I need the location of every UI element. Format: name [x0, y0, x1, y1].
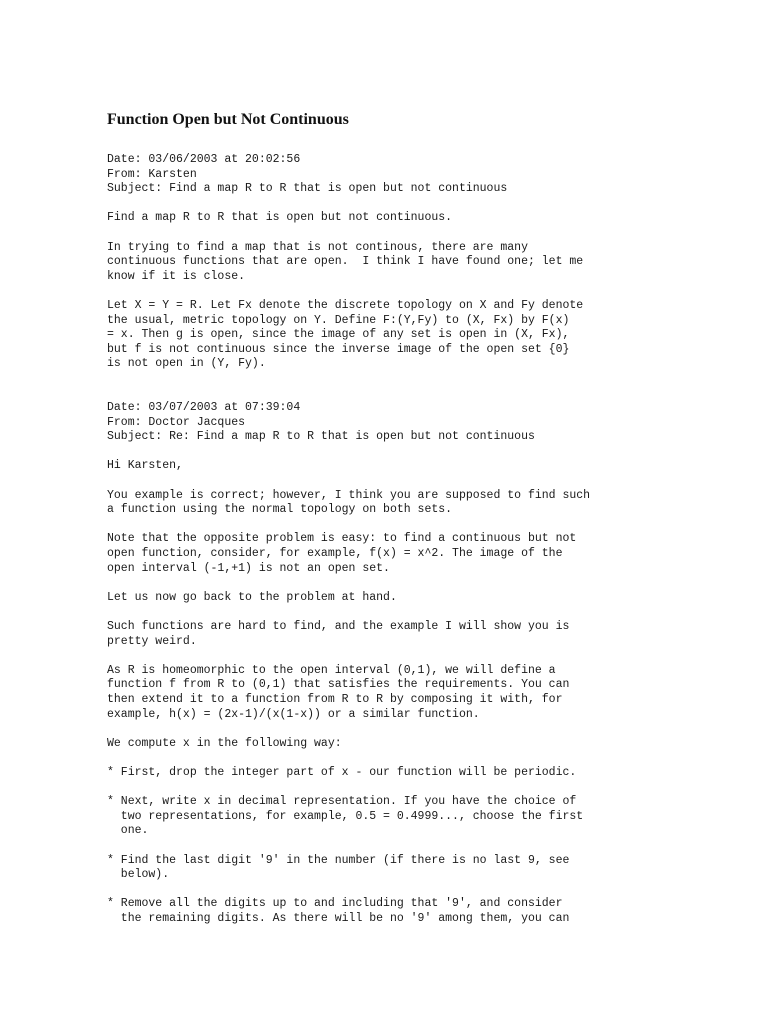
message-paragraph: As R is homeomorphic to the open interval (0,1), we will define a function f from R to (0,1) that satisfies the requirements. You can then extend it to a function from R to R by composing it with, for example, h(x) = (2x-1)/(x(1-x)) or a similar function. — [107, 663, 570, 721]
message-paragraph: Note that the opposite problem is easy: to find a continuous but not open function, consider, for example, f(x) = x^2. The image of the open interval (-1,+1) is not an open set. — [107, 532, 577, 575]
message-date: Date: 03/06/2003 at 20:02:56 — [107, 153, 301, 166]
message-paragraph: Such functions are hard to find, and the example I will show you is pretty weird. — [107, 620, 570, 648]
message-paragraph: In trying to find a map that is not continous, there are many continuous functions that are open. I think I have found one; let me know if it is close. — [107, 240, 584, 283]
message-paragraph: Let us now go back to the problem at hand. — [107, 590, 397, 604]
message-paragraph: Hi Karsten, — [107, 459, 183, 473]
document-page — [107, 108, 707, 941]
message-paragraph: We compute x in the following way: — [107, 736, 342, 750]
message-date: Date: 03/07/2003 at 07:39:04 — [107, 401, 301, 415]
message-paragraph: Find a map R to R that is open but not continuous. — [107, 211, 453, 225]
message-paragraph: You example is correct; however, I think you are supposed to find such a function using the normal topology on both sets. — [107, 488, 591, 517]
message-subject: Subject: Re: Find a map R to R that is open but not continuous — [107, 430, 535, 444]
bullet-item: * Remove all the digits up to and including that '9', and consider the remaining digits. As there will be no '9' among them, you can — [107, 897, 570, 925]
message-from: From: Karsten — [107, 167, 197, 181]
bullet-item: * Next, write x in decimal representation. If you have the choice of two representations, for example, 0.5 = 0.4999..., choose the first one. — [107, 795, 584, 838]
message-subject: Subject: Find a map R to R that is open but not continuous — [107, 182, 508, 196]
page-title: Function Open but Not Continuous — [107, 111, 349, 128]
bullet-item: * Find the last digit '9' in the number (if there is no last 9, see below). — [107, 853, 570, 882]
message-header-1 — [107, 153, 707, 197]
message-header-2 — [107, 401, 707, 445]
bullet-item: * First, drop the integer part of x - our function will be periodic. — [107, 765, 577, 779]
message-paragraph: Let X = Y = R. Let Fx denote the discrete topology on X and Fy denote the usual, metric topology on Y. Define F:(Y,Fy) to (X, Fx) by F(x) = x. Then g is open, since the image of any set is open in (X, Fx), but f is not continuous since the inverse image of the open set {0} is not open in (Y, Fy). — [107, 298, 584, 371]
message-from: From: Doctor Jacques — [107, 415, 246, 429]
